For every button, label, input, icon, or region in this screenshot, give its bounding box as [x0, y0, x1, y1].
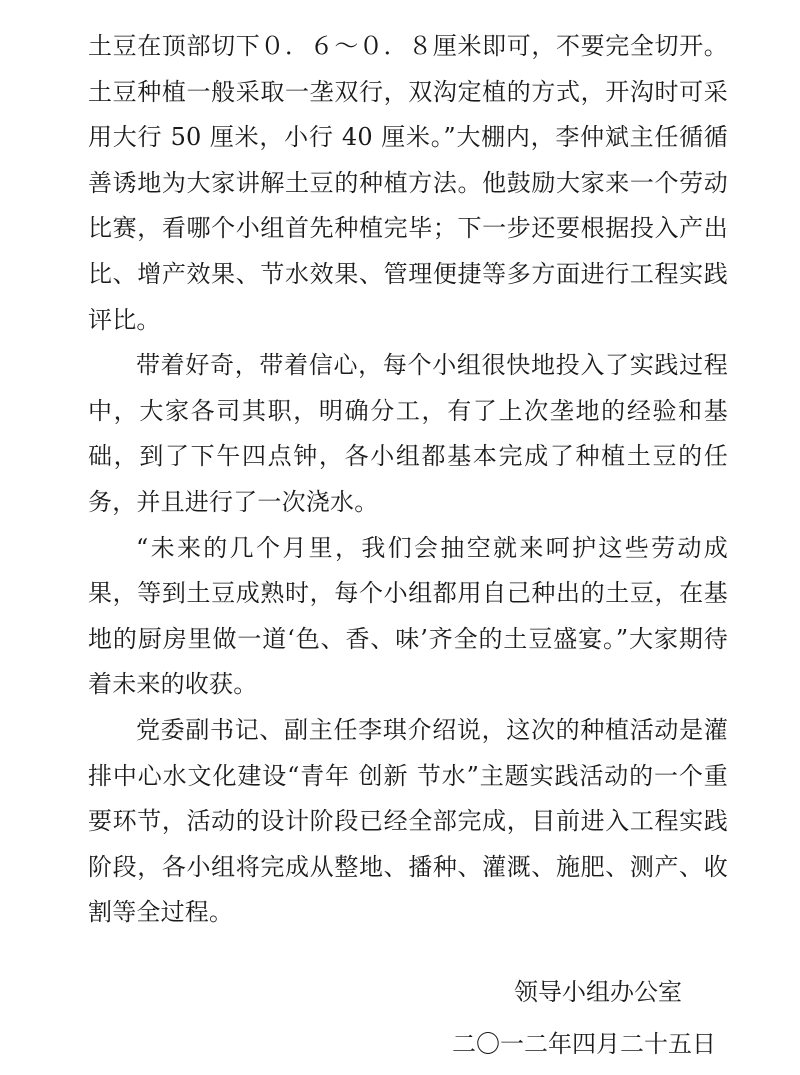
paragraph-4: 党委副书记、副主任李琪介绍说，这次的种植活动是灌排中心水文化建设“青年 创新 节水”主题实践活动的一个重要环节，活动的设计阶段已经全部完成，目前进入工程实践阶段，各小组将完成从整地、播种、灌溉、施肥、测产、收割等全过程。 — [88, 715, 728, 927]
paragraph-1: 土豆在顶部切下０．６～０．８厘米即可，不要完全切开。土豆种植一般采取一垄双行，双沟定植的方式，开沟时可采用大行 50 厘米，小行 40 厘米。”大棚内，李仲斌主任循循善诱地为大家讲解土豆的种植方法。他鼓励大家来一个劳动比赛，看哪个小组首先种植完毕；下一步还要根据投入产出比、增产效果、节水效果、管理便捷等多方面进行工程实践评比。 — [88, 32, 728, 334]
issuing-office: 领导小组办公室 — [514, 978, 682, 1006]
issue-date: 二〇一二年四月二十五日 — [452, 1030, 716, 1058]
paragraph-2: 带着好奇，带着信心，每个小组很快地投入了实践过程中，大家各司其职，明确分工，有了上次垄地的经验和基础，到了下午四点钟，各小组都基本完成了种植土豆的任务，并且进行了一次浇水。 — [88, 351, 728, 516]
signature-block — [452, 966, 716, 1070]
paragraph-3: “未来的几个月里，我们会抽空就来呵护这些劳动成果，等到土豆成熟时，每个小组都用自己种出的土豆，在基地的厨房里做一道‘色、香、味’齐全的土豆盛宴。”大家期待着未来的收获。 — [88, 533, 728, 699]
document-body — [88, 24, 728, 936]
